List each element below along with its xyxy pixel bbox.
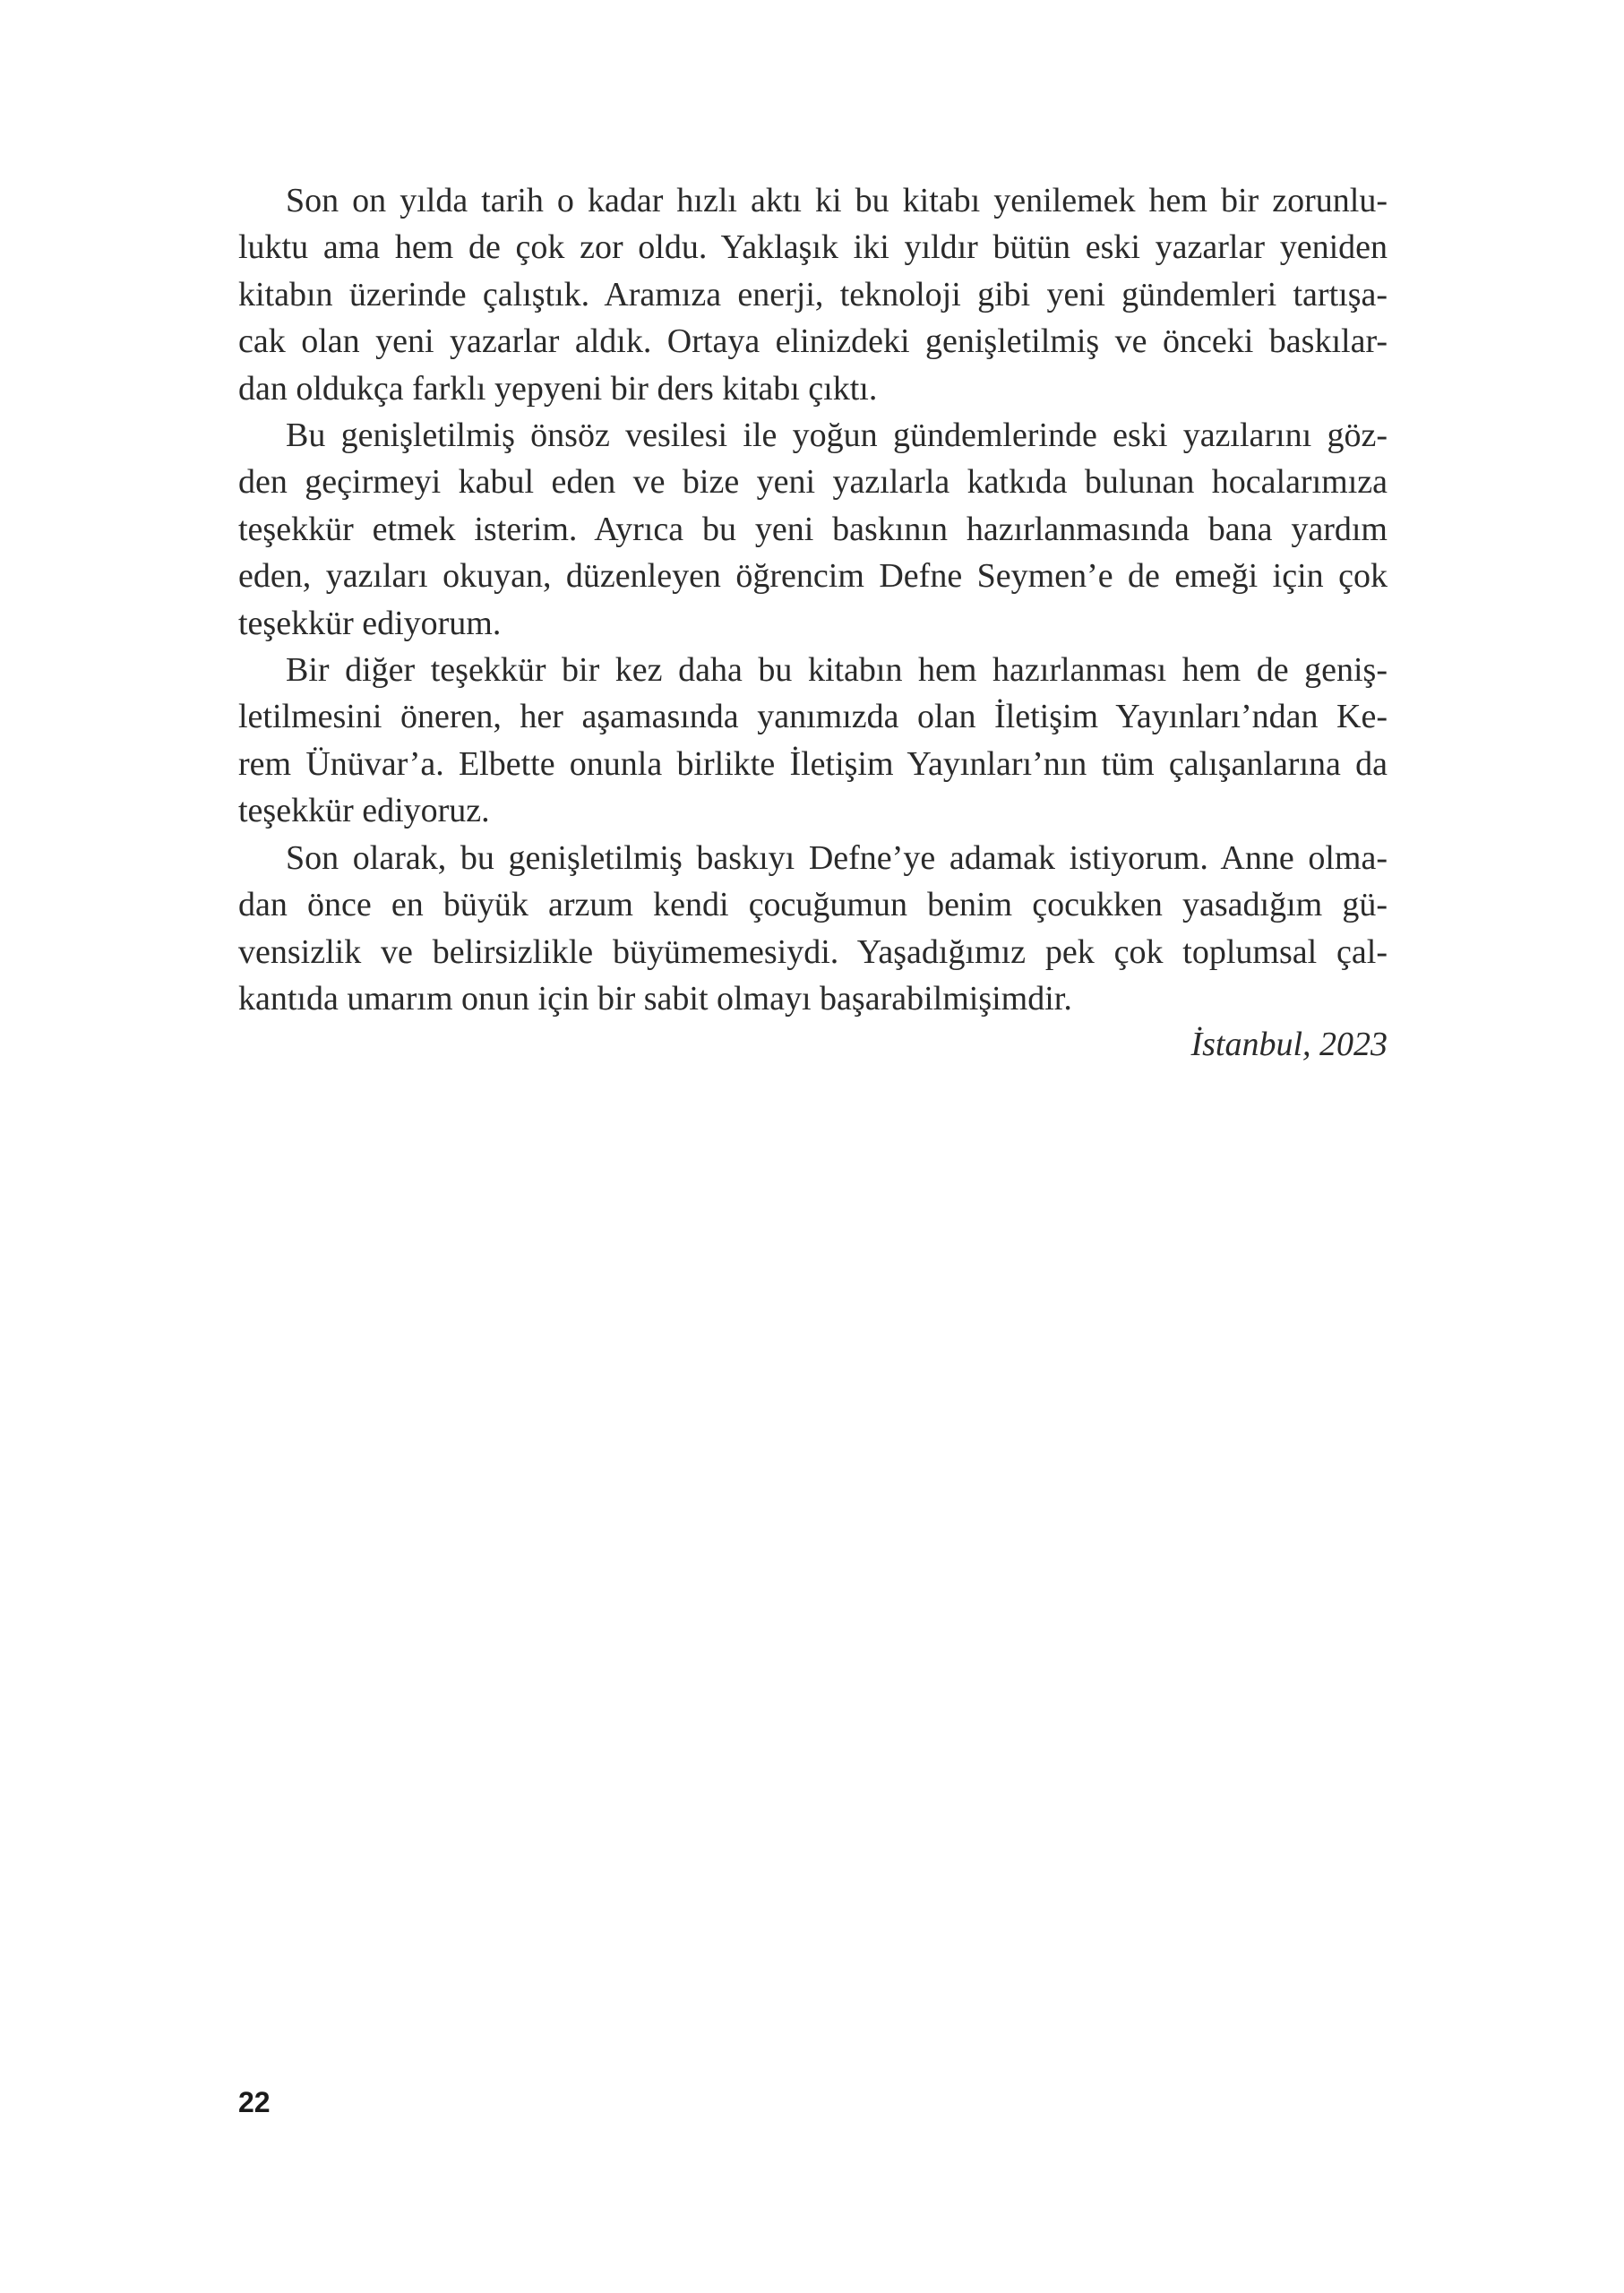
preface-paragraph-1 <box>238 177 1388 412</box>
text-line: Son olarak, bu genişletilmiş baskıyı Defne’ye adamak istiyorum. Anne olma- <box>286 838 1388 877</box>
text-line: Bir diğer teşekkür bir kez daha bu kitabın hem hazırlanması hem de geniş- <box>286 651 1388 690</box>
text-line: dan oldukça farklı yepyeni bir ders kitabı çıktı. <box>238 369 878 408</box>
place-date-signature: İstanbul, 2023 <box>1190 1026 1388 1063</box>
text-line: teşekkür ediyoruz. <box>238 792 490 830</box>
page-number: 22 <box>238 2086 271 2118</box>
preface-paragraph-2 <box>238 412 1388 647</box>
preface-paragraph-3 <box>238 647 1388 835</box>
text-line: Son on yılda tarih o kadar hızlı aktı ki bu kitabı yenilemek hem bir zorunlu- <box>286 182 1388 219</box>
text-line: eden, yazıları okuyan, düzenleyen öğrencim Defne Seymen’e de emeği için çok <box>238 557 1388 596</box>
text-line: kantıda umarım onun için bir sabit olmayı başarabilmişimdir. <box>238 979 1072 1018</box>
text-line: teşekkür ediyorum. <box>238 604 502 642</box>
text-line: rem Ünüvar’a. Elbette onunla birlikte İletişim Yayınları’nın tüm çalışanlarına da <box>238 744 1388 783</box>
text-line: luktu ama hem de çok zor oldu. Yaklaşık iki yıldır bütün eski yazarlar yeniden <box>238 228 1388 267</box>
preface-body <box>238 177 1388 1022</box>
text-line: kitabın üzerinde çalıştık. Aramıza enerji, teknoloji gibi yeni gündemleri tartışa- <box>238 275 1388 313</box>
text-line: vensizlik ve belirsizlikle büyümemesiydi. Yaşadığımız pek çok toplumsal çal- <box>238 932 1388 971</box>
text-line: cak olan yeni yazarlar aldık. Ortaya elinizdeki genişletilmiş ve önceki baskılar- <box>238 322 1388 361</box>
text-line: den geçirmeyi kabul eden ve bize yeni yazılarla katkıda bulunan hocalarımıza <box>238 463 1388 502</box>
text-line: teşekkür etmek isterim. Ayrıca bu yeni baskının hazırlanmasında bana yardım <box>238 510 1388 548</box>
text-line: letilmesini öneren, her aşamasında yanımızda olan İletişim Yayınları’ndan Ke- <box>238 698 1388 736</box>
preface-paragraph-4 <box>238 835 1388 1023</box>
text-line: dan önce en büyük arzum kendi çocuğumun benim çocukken yasadığım gü- <box>238 886 1388 924</box>
text-line: Bu genişletilmiş önsöz vesilesi ile yoğun gündemlerinde eski yazılarını göz- <box>286 417 1388 455</box>
